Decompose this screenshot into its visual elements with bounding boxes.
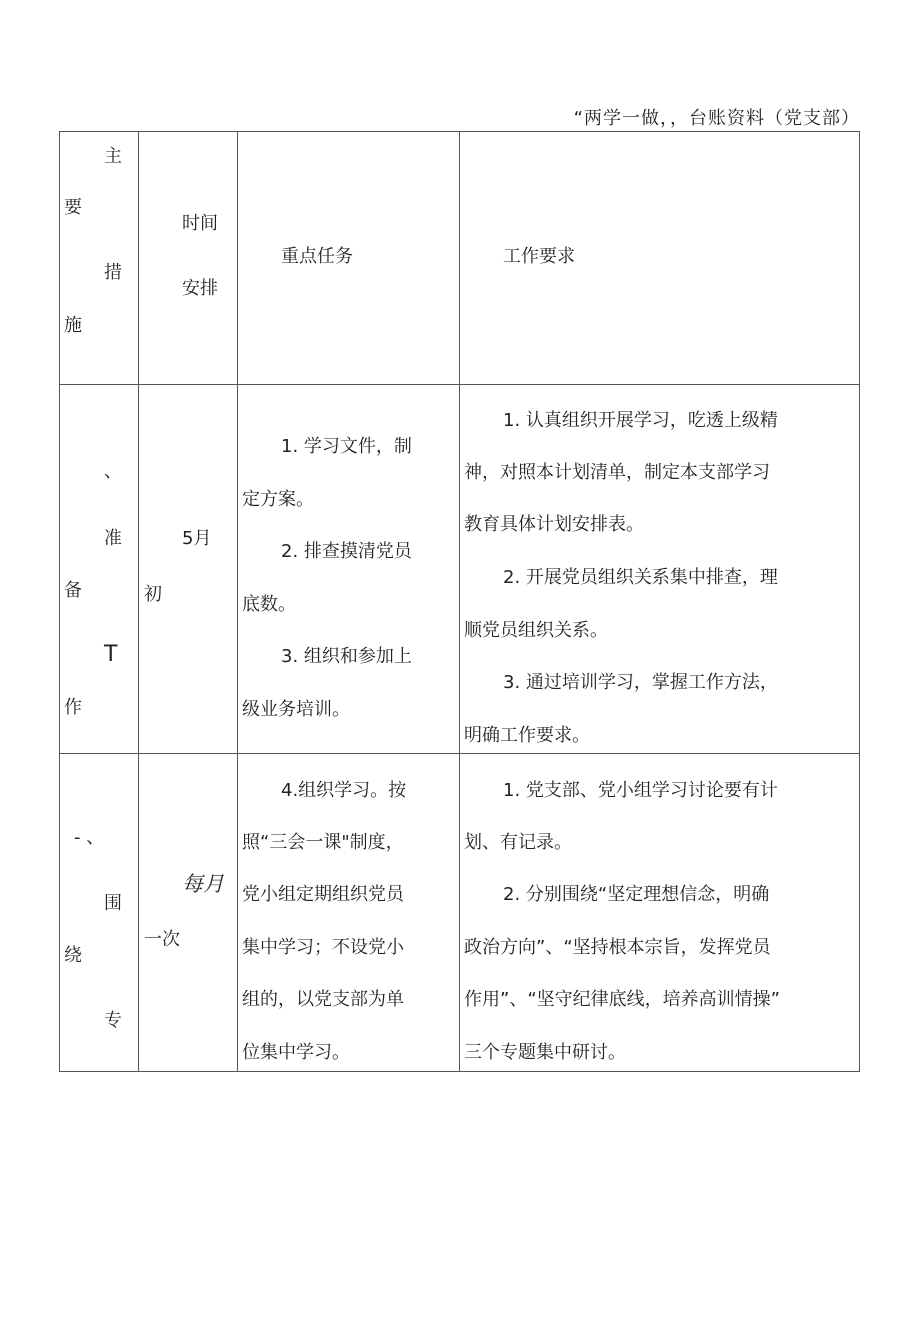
header-measure-char: 主 — [104, 146, 122, 167]
row2-requirement-line: 政治方向”、“坚持根本宗旨，发挥党员 — [464, 937, 771, 958]
row2-requirement-line: 2. 分别围绕“坚定理想信念，明确 — [503, 884, 770, 905]
row1-requirement-line: 3. 通过培训学习，掌握工作方法， — [503, 672, 778, 693]
row1-requirement-line: 教育具体计划安排表。 — [464, 514, 644, 535]
table-border-left — [59, 131, 60, 1072]
row1-requirement-line: 1. 认真组织开展学习，吃透上级精 — [503, 410, 778, 431]
row2-measure-char: 专 — [104, 1010, 122, 1031]
row1-measure-char: T — [104, 642, 118, 667]
row1-task-line: 1. 学习文件，制 — [281, 436, 412, 457]
row2-measure-char: 绕 — [64, 945, 82, 966]
row1-requirement-line: 顺党员组织关系。 — [464, 620, 608, 641]
table-col-divider — [237, 131, 238, 1072]
header-time-line: 安排 — [182, 278, 218, 299]
row1-task-line: 底数。 — [242, 594, 296, 615]
row1-task-line: 2. 排查摸清党员 — [281, 541, 412, 562]
row2-requirement-line: 1. 党支部、党小组学习讨论要有计 — [503, 780, 778, 801]
table-border-right — [859, 131, 860, 1072]
row2-task-line: 组的，以党支部为单 — [242, 989, 404, 1010]
row1-measure-char: 、 — [104, 461, 122, 482]
row2-task-line: 位集中学习。 — [242, 1042, 350, 1063]
table-col-divider — [459, 131, 460, 1072]
row1-time-line: 5月 — [182, 528, 212, 549]
row1-measure-char: 备 — [64, 580, 82, 601]
plan-table — [59, 131, 860, 1072]
header-measure-char: 施 — [64, 315, 82, 336]
header-measure-char: 要 — [64, 197, 82, 218]
row2-task-line: 4.组织学习。按 — [281, 780, 407, 801]
header-time-line: 时间 — [182, 213, 218, 234]
row2-measure-char: - 、 — [74, 827, 105, 848]
row2-time-line: 一次 — [144, 929, 180, 950]
row1-requirement-line: 神，对照本计划清单，制定本支部学习 — [464, 462, 770, 483]
row1-requirement-line: 明确工作要求。 — [464, 725, 590, 746]
row2-requirement-line: 作用”、“坚守纪律底线，培养高训情操” — [464, 989, 780, 1010]
header-measure-char: 措 — [104, 262, 122, 283]
document-header: “两学一做，，台账资料（党支部） — [573, 108, 860, 129]
row1-measure-char: 准 — [104, 528, 122, 549]
row2-requirement-line: 三个专题集中研讨。 — [464, 1042, 626, 1063]
row2-time-line: 每月 — [182, 872, 224, 896]
row2-task-line: 照“三会一课"制度， — [242, 832, 404, 853]
row2-task-line: 集中学习；不设党小 — [242, 937, 404, 958]
row1-task-line: 级业务培训。 — [242, 699, 350, 720]
header-work-requirement: 工作要求 — [503, 246, 575, 267]
header-key-task: 重点任务 — [281, 246, 353, 267]
row1-measure-char: 作 — [64, 697, 82, 718]
row2-requirement-line: 划、有记录。 — [464, 832, 572, 853]
row2-measure-char: 围 — [104, 893, 122, 914]
row1-time-line: 初 — [144, 584, 162, 605]
row1-task-line: 定方案。 — [242, 489, 314, 510]
row2-task-line: 党小组定期组织党员 — [242, 884, 404, 905]
table-col-divider — [138, 131, 139, 1072]
row1-task-line: 3. 组织和参加上 — [281, 646, 412, 667]
row1-requirement-line: 2. 开展党员组织关系集中排查，理 — [503, 567, 778, 588]
